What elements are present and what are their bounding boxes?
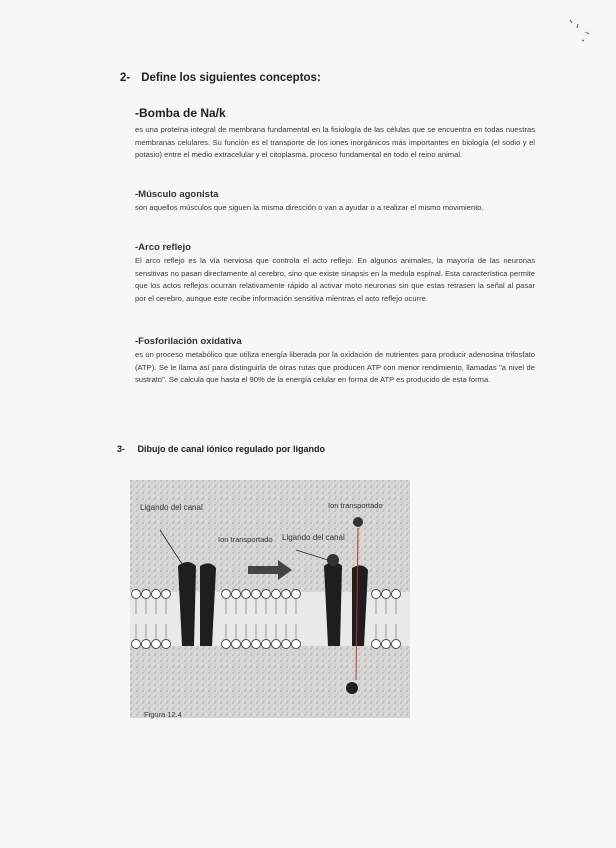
section-text: son aquellos músculos que siguen la misma dirección o van a ayudar o a realizar el mismo movimiento. (135, 203, 484, 212)
question-2-heading (120, 72, 321, 84)
question-3-heading (117, 444, 325, 454)
label-ligando-left: Ligando del canal (140, 503, 203, 512)
question-3-title: Dibujo de canal iónico regulado por ligando (137, 444, 326, 454)
question-3-number: 3- (117, 444, 126, 454)
section-arco-reflejo (135, 242, 535, 305)
lipid-bilayer (130, 590, 410, 649)
section-musculo-agonista (135, 189, 535, 215)
bound-ligand-icon (327, 554, 339, 566)
section-title: -Arco reflejo (135, 242, 191, 253)
ion-channel-figure (130, 480, 410, 718)
section-title: -Bomba de Na/k (135, 106, 226, 120)
question-2-title: Define los siguientes conceptos: (141, 72, 321, 84)
section-text: es una proteína integral de membrana fundamental en la fisiología de las células que se encuentra en todas nuestras membranas celulares. Su función es el transporte de los iones inorgánicos más importantes en biología (el sodio y el potasio) entre el medio extracelular y el citoplasma, proceso fundamental en todo el reino animal. (135, 125, 535, 160)
scan-marks (564, 14, 594, 54)
label-ion-right: Ion transportado (328, 501, 383, 510)
section-bomba-na-k (135, 106, 535, 162)
section-title: -Fosforilación oxidativa (135, 336, 242, 347)
label-ligando-right: Ligando del canal (282, 533, 345, 542)
section-text: El arco reflejo es la vía nerviosa que controla el acto reflejo. En algunos animales, la mayoría de las neuronas sensitivas no pasan directamente al cerebro, sino que existe sinapsis en la medula espinal. Esta característica permite que los actos reflejos ocurran relativamente rápido al activar moto neuronas sin que estas retrasen la señal al pasar por el cerebro, aunque este recibe información sensitiva mientras el acto reflejo ocurre. (135, 256, 535, 303)
ion-icon (353, 517, 363, 527)
figure-caption: Figura 12.4 (144, 710, 182, 719)
section-title: -Músculo agonista (135, 189, 219, 200)
question-2-number: 2- (120, 72, 131, 84)
ion-exit-icon (346, 682, 358, 694)
section-text: es un proceso metabólico que utiliza energía liberada por la oxidación de nutrientes para producir adenosina trifosfato (ATP). Se le llama así para distinguirla de otras rutas que producen ATP con menor rendimiento, llamadas "a nivel de sustrato". Se calcula que hasta el 90% de la energía celular en forma de ATP es producido de esta forma. (135, 350, 535, 385)
section-fosforilacion-oxidativa (135, 336, 535, 387)
label-ion-mid: Ion transportado (218, 535, 273, 544)
